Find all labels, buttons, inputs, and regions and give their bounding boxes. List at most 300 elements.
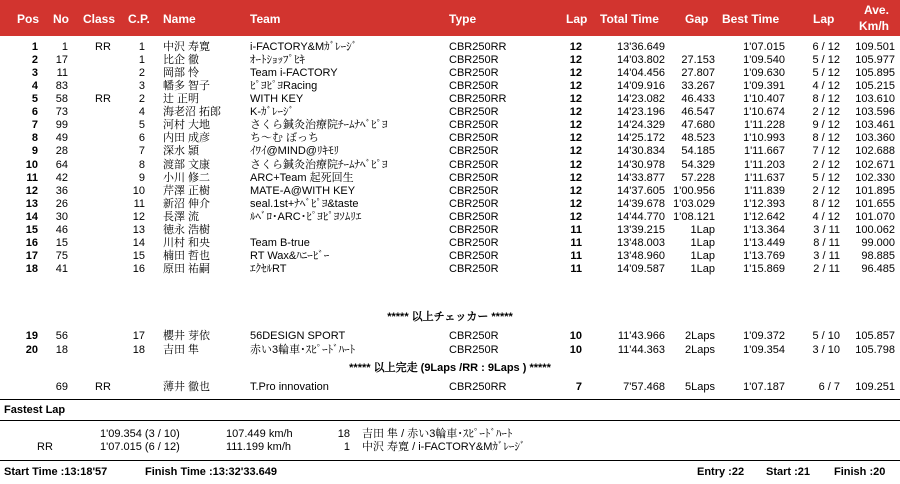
cell-cp: 6 — [138, 132, 145, 145]
cell-gap: 46.547 — [681, 106, 715, 119]
cell-gap: 48.523 — [681, 132, 715, 145]
fastest-lap-row — [0, 428, 900, 440]
cell-bestlap: 7 / 12 — [812, 145, 840, 158]
cell-bestlap: 9 / 12 — [812, 119, 840, 132]
cell-avg: 102.688 — [855, 145, 895, 158]
cell-name: 薄井 徹也 — [163, 381, 211, 393]
cell-bestlap: 8 / 11 — [813, 236, 840, 249]
cell-gap: 1'03.029 — [673, 197, 715, 210]
cell-team: i-FACTORY&Mｶﾞﾚｰｼﾞ — [250, 41, 358, 53]
cell-no: 75 — [55, 249, 68, 262]
table-row — [0, 172, 900, 184]
cell-team: ｴｸｾﾙRT — [250, 263, 287, 276]
fastest-time: 1'07.015 (6 / 12) — [100, 441, 180, 453]
cell-total: 14'44.770 — [617, 210, 665, 223]
cell-team: ARC+Team 起死回生 — [250, 171, 354, 184]
cell-no: 64 — [55, 158, 68, 171]
cell-gap: 27.807 — [681, 67, 715, 80]
cell-name: 徳永 浩樹 — [163, 223, 211, 236]
cell-team: WITH KEY — [250, 93, 304, 106]
divider — [0, 460, 900, 461]
cell-pos: 2 — [31, 54, 38, 67]
table-row — [0, 344, 900, 356]
table-row — [0, 67, 900, 79]
cell-no: 36 — [55, 184, 68, 197]
cell-best: 1'09.354 — [743, 343, 785, 356]
cell-pos: 7 — [31, 119, 38, 132]
cell-pos: 13 — [25, 197, 38, 210]
cell-name: 辻 正明 — [163, 93, 200, 106]
cell-type: CBR250R — [449, 236, 499, 249]
cell-name: 芹澤 正樹 — [163, 184, 211, 197]
header-no: No — [53, 12, 69, 26]
cell-lap: 10 — [569, 330, 582, 342]
cell-avg: 96.485 — [861, 263, 895, 276]
cell-gap: 57.228 — [681, 171, 715, 184]
cell-avg: 102.671 — [855, 158, 895, 171]
cell-cp: 11 — [133, 197, 145, 210]
cell-name: 長澤 流 — [163, 210, 200, 223]
cell-lap: 12 — [569, 93, 582, 106]
cell-bestlap: 2 / 12 — [812, 106, 840, 119]
cell-type: CBR250R — [449, 106, 499, 119]
cell-best: 1'13.449 — [743, 236, 785, 249]
cell-no: 30 — [55, 210, 68, 223]
cell-total: 14'24.329 — [617, 119, 665, 132]
cell-no: 56 — [55, 330, 68, 342]
finish-time: Finish Time :13:32'33.649 — [145, 466, 278, 478]
fastest-class: RR — [37, 441, 53, 453]
cell-lap: 12 — [569, 67, 582, 80]
cell-pos: 17 — [25, 249, 38, 262]
cell-name: 楠田 哲也 — [163, 249, 211, 262]
divider — [0, 399, 900, 400]
header-best-time: Best Time — [722, 12, 780, 26]
cell-avg: 100.062 — [855, 223, 895, 236]
cell-team: RT Wax&ﾊﾆｰﾋﾞｰ — [250, 249, 330, 262]
cell-total: 14'39.678 — [617, 197, 665, 210]
cell-pos: 10 — [25, 158, 38, 171]
cell-bestlap: 5 / 12 — [812, 54, 840, 67]
cell-no: 15 — [55, 236, 68, 249]
cell-total: 14'25.172 — [617, 132, 665, 145]
table-row — [0, 41, 900, 53]
cell-name: 原田 祐嗣 — [163, 263, 211, 276]
cell-best: 1'10.993 — [743, 132, 785, 145]
header-team: Team — [250, 12, 281, 26]
cell-lap: 7 — [575, 381, 582, 393]
cell-team: 赤い3輪車･ｽﾋﾟｰﾄﾞﾊｰﾄ — [250, 343, 356, 356]
cell-type: CBR250R — [449, 171, 499, 184]
cell-avg: 103.461 — [855, 119, 895, 132]
table-row — [0, 263, 900, 275]
table-row — [0, 106, 900, 118]
cell-cp: 1 — [138, 54, 145, 67]
cell-name: 岡部 怜 — [163, 67, 200, 80]
cell-name: 川村 和央 — [163, 236, 211, 249]
table-row — [0, 54, 900, 66]
cell-type: CBR250R — [449, 343, 499, 356]
table-row — [0, 132, 900, 144]
cell-cp: 7 — [138, 145, 145, 158]
table-row — [0, 224, 900, 236]
cell-avg: 99.000 — [861, 236, 895, 249]
table-row — [0, 250, 900, 262]
cell-total: 14'23.082 — [617, 93, 665, 106]
cell-pos: 18 — [25, 263, 38, 276]
cell-bestlap: 2 / 11 — [813, 263, 840, 276]
cell-no: 73 — [55, 106, 68, 119]
cell-bestlap: 4 / 12 — [812, 80, 840, 93]
cell-pos: 12 — [25, 184, 38, 197]
cell-bestlap: 8 / 12 — [812, 93, 840, 106]
header-type: Type — [449, 12, 477, 26]
table-row — [0, 381, 900, 393]
cell-lap: 11 — [570, 223, 582, 236]
cell-class: RR — [95, 381, 111, 393]
cell-team: さくら鍼灸治療院ﾁｰﾑﾅﾍﾞﾋﾟﾖ — [250, 119, 388, 132]
cell-cp: 3 — [138, 80, 145, 93]
cell-lap: 11 — [570, 263, 582, 276]
cell-lap: 12 — [569, 158, 582, 171]
cell-best: 1'09.540 — [743, 54, 785, 67]
cell-avg: 109.501 — [855, 41, 895, 53]
cell-no: 99 — [55, 119, 68, 132]
table-row — [0, 185, 900, 197]
cell-avg: 105.215 — [855, 80, 895, 93]
cell-team: ﾙﾍﾞﾛ･ARC･ﾋﾟﾖﾋﾟﾖｿﾑﾘｴ — [250, 210, 362, 223]
cell-name: 内田 成彦 — [163, 132, 211, 145]
header-average: Ave. — [864, 3, 889, 17]
cell-team: 56DESIGN SPORT — [250, 330, 346, 342]
start-count: Start :21 — [766, 466, 811, 478]
cell-lap: 12 — [569, 145, 582, 158]
cell-no: 17 — [55, 54, 68, 67]
cell-type: CBR250R — [449, 263, 499, 276]
cell-lap: 12 — [569, 184, 582, 197]
header-name: Name — [163, 12, 196, 26]
cell-bestlap: 2 / 12 — [812, 158, 840, 171]
cell-pos: 1 — [31, 41, 38, 53]
cell-team: ｲﾜｲ@MIND@ﾘｷﾓﾘ — [250, 145, 339, 158]
cell-no: 69 — [55, 381, 68, 393]
cell-avg: 102.330 — [855, 171, 895, 184]
cell-no: 42 — [55, 171, 68, 184]
cell-cp: 5 — [138, 119, 145, 132]
cell-best: 1'09.391 — [743, 80, 785, 93]
cell-best: 1'11.839 — [743, 184, 785, 197]
cell-name: 櫻井 芽依 — [163, 330, 211, 342]
cell-total: 7'57.468 — [623, 381, 665, 393]
cell-name: 海老沼 拓郎 — [163, 106, 222, 119]
cell-best: 1'11.228 — [743, 119, 785, 132]
table-row — [0, 198, 900, 210]
cell-total: 14'23.196 — [617, 106, 665, 119]
cell-bestlap: 2 / 12 — [812, 184, 840, 197]
cell-pos: 5 — [31, 93, 38, 106]
cell-total: 11'43.966 — [617, 330, 665, 342]
cell-avg: 105.857 — [855, 330, 895, 342]
header-cp: C.P. — [128, 12, 150, 26]
cell-best: 1'11.203 — [743, 158, 785, 171]
header-best-lap: Lap — [813, 12, 835, 26]
cell-no: 1 — [61, 41, 68, 53]
cell-best: 1'07.015 — [743, 41, 785, 53]
cell-team: ち～む ぼっち — [250, 132, 320, 145]
cell-total: 11'44.363 — [617, 343, 665, 356]
cell-name: 深水 頴 — [163, 145, 200, 158]
cell-total: 13'48.003 — [617, 236, 665, 249]
cell-bestlap: 5 / 12 — [812, 171, 840, 184]
cell-class: RR — [95, 93, 111, 106]
cell-type: CBR250RR — [449, 41, 507, 53]
finish-count: Finish :20 — [834, 466, 886, 478]
cell-no: 58 — [55, 93, 68, 106]
cell-pos: 15 — [25, 223, 38, 236]
cell-type: CBR250R — [449, 223, 499, 236]
cell-name: 新沼 伸介 — [163, 197, 211, 210]
cell-type: CBR250RR — [449, 93, 507, 106]
checker-banner: ***** 以上チェッカー ***** — [387, 311, 513, 323]
cell-bestlap: 6 / 12 — [812, 41, 840, 53]
header-total-time: Total Time — [600, 12, 659, 26]
cell-no: 49 — [55, 132, 68, 145]
cell-gap: 1Lap — [690, 223, 715, 236]
cell-cp: 14 — [132, 236, 145, 249]
cell-type: CBR250R — [449, 158, 499, 171]
fastest-speed: 107.449 km/h — [226, 428, 293, 440]
cell-best: 1'10.407 — [743, 93, 785, 106]
cell-avg: 103.360 — [855, 132, 895, 145]
cell-cp: 16 — [132, 263, 145, 276]
table-row — [0, 330, 900, 342]
cell-pos: 9 — [31, 145, 38, 158]
fastest-time: 1'09.354 (3 / 10) — [100, 428, 180, 440]
cell-type: CBR250R — [449, 184, 499, 197]
cell-best: 1'11.667 — [743, 145, 785, 158]
cell-name: 中沢 寿寛 — [163, 41, 211, 53]
cell-pos: 11 — [26, 171, 38, 184]
cell-bestlap: 3 / 11 — [813, 223, 840, 236]
cell-cp: 4 — [138, 106, 145, 119]
cell-bestlap: 3 / 10 — [812, 343, 840, 356]
cell-cp: 1 — [138, 41, 145, 53]
cell-gap: 1Lap — [690, 263, 715, 276]
cell-no: 41 — [55, 263, 68, 276]
cell-no: 83 — [55, 80, 68, 93]
cell-bestlap: 6 / 7 — [818, 381, 840, 393]
cell-name: 小川 修二 — [163, 171, 211, 184]
cell-lap: 12 — [569, 132, 582, 145]
cell-total: 14'37.605 — [617, 184, 665, 197]
cell-lap: 12 — [569, 197, 582, 210]
header-pos: Pos — [17, 12, 40, 26]
cell-avg: 103.596 — [855, 106, 895, 119]
cell-pos: 16 — [25, 236, 38, 249]
cell-bestlap: 5 / 12 — [812, 67, 840, 80]
header-lap: Lap — [566, 12, 588, 26]
cell-bestlap: 5 / 10 — [812, 330, 840, 342]
cell-total: 13'48.960 — [617, 249, 665, 262]
cell-best: 1'13.769 — [743, 249, 785, 262]
cell-avg: 109.251 — [855, 381, 895, 393]
cell-avg: 101.655 — [855, 197, 895, 210]
table-row — [0, 211, 900, 223]
cell-name: 比企 徹 — [163, 54, 200, 67]
cell-class: RR — [95, 41, 111, 53]
cell-cp: 9 — [138, 171, 145, 184]
cell-pos: 3 — [31, 67, 38, 80]
cell-team: Team i-FACTORY — [250, 67, 338, 80]
cell-type: CBR250R — [449, 330, 499, 342]
table-row — [0, 159, 900, 171]
cell-best: 1'09.630 — [743, 67, 785, 80]
cell-total: 14'03.802 — [617, 54, 665, 67]
cell-name: 幡多 智子 — [163, 80, 211, 93]
cell-lap: 11 — [570, 249, 582, 262]
cell-lap: 12 — [569, 106, 582, 119]
cell-type: CBR250R — [449, 197, 499, 210]
entry-count: Entry :22 — [697, 466, 745, 478]
cell-gap: 47.680 — [681, 119, 715, 132]
cell-lap: 12 — [569, 54, 582, 67]
cell-bestlap: 3 / 11 — [813, 249, 840, 262]
cell-gap: 2Laps — [685, 343, 715, 356]
cell-avg: 101.070 — [855, 210, 895, 223]
cell-best: 1'13.364 — [743, 223, 785, 236]
divider — [0, 420, 900, 421]
cell-name: 河村 大地 — [163, 119, 211, 132]
cell-gap: 1Lap — [690, 236, 715, 249]
cell-best: 1'11.637 — [743, 171, 785, 184]
header-kmh: Km/h — [859, 19, 889, 33]
cell-gap: 1Lap — [690, 249, 715, 262]
cell-best: 1'15.869 — [743, 263, 785, 276]
cell-gap: 1'00.956 — [673, 184, 715, 197]
cell-team: T.Pro innovation — [250, 381, 329, 393]
cell-no: 11 — [56, 67, 68, 80]
fastest-rider: 中沢 寿寛 / i-FACTORY&Mｶﾞﾚｰｼﾞ — [362, 441, 526, 453]
cell-type: CBR250R — [449, 54, 499, 67]
cell-type: CBR250R — [449, 249, 499, 262]
cell-total: 14'30.834 — [617, 145, 665, 158]
cell-type: CBR250R — [449, 132, 499, 145]
cell-best: 1'10.674 — [743, 106, 785, 119]
header-gap: Gap — [685, 12, 709, 26]
fastest-no: 18 — [337, 428, 350, 440]
cell-bestlap: 8 / 12 — [812, 132, 840, 145]
cell-total: 14'04.456 — [617, 67, 665, 80]
cell-avg: 101.895 — [855, 184, 895, 197]
cell-team: さくら鍼灸治療院ﾁｰﾑﾅﾍﾞﾋﾟﾖ — [250, 158, 388, 171]
table-row — [0, 80, 900, 92]
cell-lap: 12 — [569, 80, 582, 93]
cell-total: 14'30.978 — [617, 158, 665, 171]
cell-bestlap: 4 / 12 — [812, 210, 840, 223]
cell-no: 46 — [55, 223, 68, 236]
cell-best: 1'12.642 — [743, 210, 785, 223]
cell-no: 26 — [55, 197, 68, 210]
cell-total: 14'09.587 — [617, 263, 665, 276]
cell-gap: 1'08.121 — [673, 210, 715, 223]
cell-pos: 20 — [25, 343, 38, 356]
cell-team: Team B-true — [250, 236, 310, 249]
fastest-speed: 111.199 km/h — [226, 441, 292, 453]
cell-cp: 10 — [132, 184, 145, 197]
cell-total: 13'36.649 — [617, 41, 665, 53]
cell-lap: 11 — [570, 236, 582, 249]
cell-total: 13'39.215 — [617, 223, 665, 236]
cell-gap: 54.329 — [681, 158, 715, 171]
cell-best: 1'12.393 — [743, 197, 785, 210]
cell-cp: 18 — [132, 343, 145, 356]
cell-pos: 8 — [31, 132, 38, 145]
start-time: Start Time :13:18'57 — [4, 466, 108, 478]
cell-lap: 12 — [569, 119, 582, 132]
cell-type: CBR250R — [449, 80, 499, 93]
results-header — [0, 0, 900, 36]
cell-gap: 46.433 — [681, 93, 715, 106]
cell-cp: 13 — [132, 223, 145, 236]
cell-lap: 12 — [569, 171, 582, 184]
cell-name: 渡部 文康 — [163, 158, 211, 171]
cell-type: CBR250R — [449, 210, 499, 223]
cell-type: CBR250R — [449, 119, 499, 132]
cell-best: 1'09.372 — [743, 330, 785, 342]
cell-lap: 12 — [569, 210, 582, 223]
cell-type: CBR250R — [449, 67, 499, 80]
cell-pos: 6 — [31, 106, 38, 119]
cell-gap: 27.153 — [681, 54, 715, 67]
cell-gap: 2Laps — [685, 330, 715, 342]
cell-cp: 12 — [132, 210, 145, 223]
cell-no: 18 — [55, 343, 68, 356]
table-row — [0, 237, 900, 249]
cell-cp: 2 — [138, 67, 145, 80]
cell-lap: 10 — [569, 343, 582, 356]
cell-name: 吉田 隼 — [163, 343, 200, 356]
cell-total: 14'33.877 — [617, 171, 665, 184]
cell-total: 14'09.916 — [617, 80, 665, 93]
cell-avg: 105.895 — [855, 67, 895, 80]
cell-no: 28 — [55, 145, 68, 158]
cell-cp: 17 — [132, 330, 145, 342]
header-class: Class — [83, 12, 116, 26]
cell-cp: 15 — [132, 249, 145, 262]
fastest-rider: 吉田 隼 / 赤い3輪車･ｽﾋﾟｰﾄﾞﾊｰﾄ — [362, 428, 513, 440]
fastest-lap-title: Fastest Lap — [4, 404, 66, 416]
cell-team: MATE-A@WITH KEY — [250, 184, 356, 197]
table-row — [0, 145, 900, 157]
cell-avg: 103.610 — [855, 93, 895, 106]
cell-type: CBR250R — [449, 145, 499, 158]
table-row — [0, 119, 900, 131]
cell-avg: 105.977 — [855, 54, 895, 67]
cell-cp: 2 — [138, 93, 145, 106]
cell-gap: 5Laps — [685, 381, 715, 393]
cell-avg: 105.798 — [855, 343, 895, 356]
cell-team: ﾋﾟﾖﾋﾟﾖRacing — [250, 80, 318, 93]
cell-bestlap: 8 / 12 — [812, 197, 840, 210]
fastest-no: 1 — [343, 441, 350, 453]
cell-avg: 98.885 — [861, 249, 895, 262]
cell-team: ｵｰﾄｼｮｯﾌﾟﾋｷ — [250, 54, 305, 67]
cell-team: seal.1st+ﾅﾍﾞﾋﾟﾖ&taste — [250, 197, 359, 210]
cell-best: 1'07.187 — [743, 381, 785, 393]
table-row — [0, 93, 900, 105]
cell-gap: 54.185 — [681, 145, 715, 158]
cell-pos: 4 — [31, 80, 38, 93]
